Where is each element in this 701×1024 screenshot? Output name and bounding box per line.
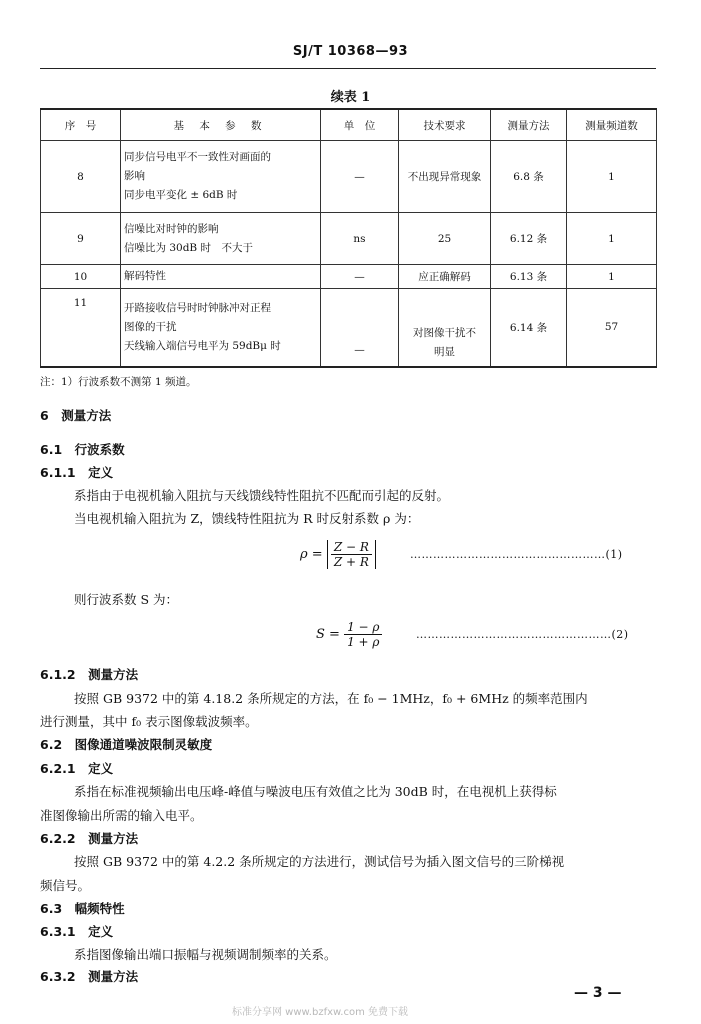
row-channels: 1	[567, 141, 657, 213]
row-no: 9	[41, 213, 121, 265]
col-header-unit: 单 位	[321, 109, 399, 141]
paragraph: 进行测量，其中 f₀ 表示图像载波频率。	[40, 714, 258, 729]
section-6-1-1-heading: 6.1.1 定义	[40, 465, 114, 480]
col-header-req: 技术要求	[399, 109, 491, 141]
row-req: 25	[399, 213, 491, 265]
section-6-2-2-heading: 6.2.2 测量方法	[40, 831, 139, 846]
paragraph: 则行波系数 S 为：	[74, 592, 179, 607]
row-req: 对图像干扰不明显	[399, 289, 491, 367]
col-header-channels: 测量频道数	[567, 109, 657, 141]
section-6-3-1-heading: 6.3.1 定义	[40, 924, 114, 939]
row-no: 11	[41, 289, 121, 367]
section-6-3-2-heading: 6.3.2 测量方法	[40, 969, 139, 984]
row-method: 6.14 条	[491, 289, 567, 367]
row-channels: 1	[567, 213, 657, 265]
param-line: 解码特性	[124, 270, 166, 282]
equation-2-numerator: 1 − ρ	[344, 620, 382, 635]
equation-2-denominator: 1 + ρ	[347, 635, 380, 649]
paragraph: 当电视机输入阻抗为 Z，馈线特性阻抗为 R 时反射系数 ρ 为：	[74, 511, 420, 526]
section-6-3-heading: 6.3 幅频特性	[40, 901, 125, 916]
equation-1-fraction	[331, 540, 372, 569]
row-channels: 57	[567, 289, 657, 367]
param-line: 信噪比为 30dB 时 不大于	[124, 241, 253, 254]
param-line: 天线输入端信号电平为 59dBμ 时	[124, 339, 281, 352]
equation-1-numerator: Z − R	[331, 540, 372, 555]
paragraph: 系指在标准视频输出电压峰-峰值与噪波电压有效值之比为 30dB 时，在电视机上获得标	[74, 784, 557, 799]
row-param	[121, 141, 321, 213]
col-header-method: 测量方法	[491, 109, 567, 141]
table-row	[41, 213, 657, 265]
paragraph: 按照 GB 9372 中的第 4.18.2 条所规定的方法，在 f₀ − 1MHz，f₀ + 6MHz 的频率范围内	[74, 691, 588, 706]
equation-2-fraction	[344, 620, 382, 649]
param-line: 图像的干扰	[124, 320, 177, 333]
equation-1	[300, 540, 376, 569]
equation-2-lhs: S =	[316, 627, 340, 642]
table-row	[41, 265, 657, 289]
row-param	[121, 265, 321, 289]
row-unit: —	[321, 289, 399, 367]
table-row	[41, 141, 657, 213]
page-number: — 3 —	[574, 985, 622, 1001]
row-channels: 1	[567, 265, 657, 289]
row-method: 6.8 条	[491, 141, 567, 213]
row-no: 8	[41, 141, 121, 213]
paragraph: 按照 GB 9372 中的第 4.2.2 条所规定的方法进行，测试信号为插入图文信号的三阶梯视	[74, 854, 565, 869]
row-param	[121, 213, 321, 265]
header-rule	[40, 68, 656, 69]
equation-1-number: ……………………………………………(1)	[410, 548, 623, 561]
paragraph: 频信号。	[40, 878, 91, 893]
table-header-row	[41, 109, 657, 141]
row-req: 不出现异常现象	[399, 141, 491, 213]
section-6-2-heading: 6.2 图像通道噪波限制灵敏度	[40, 737, 213, 752]
spec-table	[40, 108, 657, 368]
param-line: 影响	[124, 170, 145, 182]
table-note: 注：1）行波系数不测第 1 频道。	[40, 376, 197, 388]
row-unit: —	[321, 265, 399, 289]
paragraph: 系指由于电视机输入阻抗与天线馈线特性阻抗不匹配而引起的反射。	[74, 488, 450, 503]
param-line: 同步电平变化 ± 6dB 时	[124, 189, 238, 201]
row-param	[121, 289, 321, 367]
row-unit: ns	[321, 213, 399, 265]
param-line: 开路接收信号时时钟脉冲对正程	[124, 301, 271, 314]
watermark-text: 标准分享网 www.bzfxw.com 免费下载	[232, 1007, 408, 1018]
equation-1-lhs: ρ =	[300, 547, 323, 562]
section-6-1-heading: 6.1 行波系数	[40, 442, 125, 457]
section-6-1-2-heading: 6.1.2 测量方法	[40, 667, 139, 682]
paragraph: 系指图像输出端口振幅与视频调制频率的关系。	[74, 947, 337, 962]
param-line: 同步信号电平不一致性对画面的	[124, 151, 271, 163]
equation-2	[316, 620, 382, 649]
row-method: 6.12 条	[491, 213, 567, 265]
param-line: 信噪比对时钟的影响	[124, 222, 219, 235]
row-method: 6.13 条	[491, 265, 567, 289]
row-unit: —	[321, 141, 399, 213]
row-no: 10	[41, 265, 121, 289]
col-header-param: 基 本 参 数	[121, 109, 321, 141]
section-6-heading: 6 测量方法	[40, 408, 112, 423]
row-req: 应正确解码	[399, 265, 491, 289]
paragraph: 准图像输出所需的输入电平。	[40, 808, 203, 823]
equation-2-number: ……………………………………………(2)	[416, 628, 629, 641]
equation-1-denominator: Z + R	[333, 555, 369, 569]
standard-number: SJ/T 10368—93	[292, 44, 409, 59]
absolute-value-bars	[327, 540, 376, 569]
col-header-no: 序 号	[41, 109, 121, 141]
table-row	[41, 289, 657, 367]
section-6-2-1-heading: 6.2.1 定义	[40, 761, 114, 776]
table-caption: 续表 1	[330, 90, 371, 105]
